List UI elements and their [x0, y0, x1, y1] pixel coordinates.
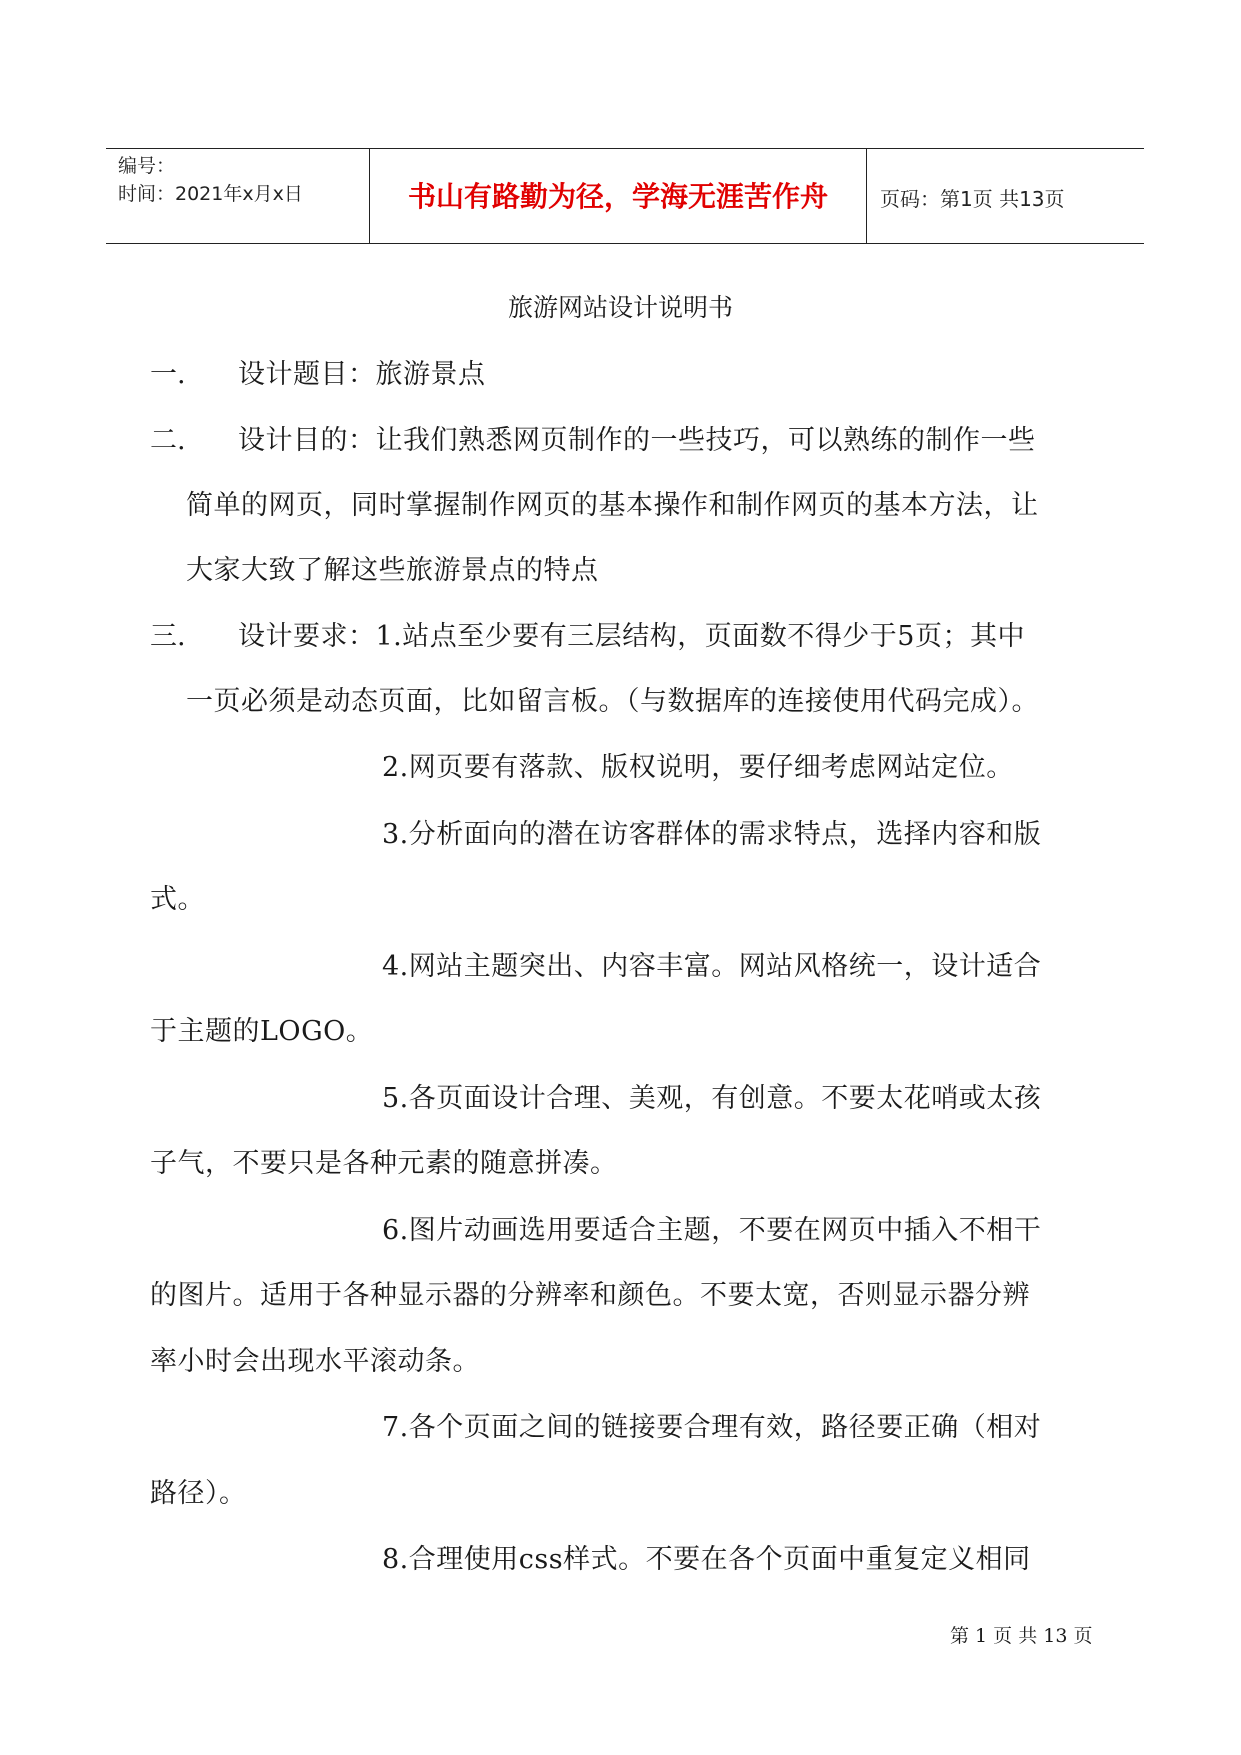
requirement-line: 的图片。适用于各种显示器的分辨率和颜色。不要太宽，否则显示器分辨 — [150, 1280, 1030, 1311]
motto: 书山有路勤为径，学海无涯苦作舟 — [407, 180, 828, 213]
requirement-line: 率小时会出现水平滚动条。 — [150, 1346, 480, 1377]
page-footer: 第 1 页 共 13 页 — [950, 1625, 1093, 1647]
header-page-cell — [868, 149, 1144, 243]
requirement-line: 式。 — [150, 884, 205, 915]
requirement-line: 子气，不要只是各种元素的随意拼凑。 — [150, 1148, 618, 1179]
requirement-line: 5.各页面设计合理、美观，有创意。不要太花哨或太孩 — [382, 1083, 1042, 1114]
requirement-line: 于主题的LOGO。 — [150, 1016, 374, 1047]
requirement-line: 8.合理使用css样式。不要在各个页面中重复定义相同 — [382, 1544, 1031, 1575]
page-header — [106, 148, 1144, 244]
section-line: 设计题目：旅游景点 — [238, 359, 486, 390]
requirement-line: 2.网页要有落款、版权说明，要仔细考虑网站定位。 — [382, 752, 1014, 783]
section-line: 简单的网页，同时掌握制作网页的基本操作和制作网页的基本方法，让 — [186, 490, 1039, 521]
header-page-info: 页码：第1页 共13页 — [880, 187, 1065, 211]
requirement-line: 7.各个页面之间的链接要合理有效，路径要正确（相对 — [382, 1412, 1042, 1443]
document-title: 旅游网站设计说明书 — [507, 293, 733, 322]
header-meta-cell — [106, 149, 370, 243]
section-number: 一. — [150, 359, 186, 390]
section-number: 三. — [150, 621, 186, 652]
requirement-line: 3.分析面向的潜在访客群体的需求特点，选择内容和版 — [382, 819, 1042, 850]
section-line: 一页必须是动态页面，比如留言板。（与数据库的连接使用代码完成）。 — [186, 686, 1039, 717]
serial-label: 编号： — [118, 155, 176, 177]
section-line: 设计目的：让我们熟悉网页制作的一些技巧，可以熟练的制作一些 — [238, 425, 1036, 456]
requirement-line: 4.网站主题突出、内容丰富。网站风格统一，设计适合 — [382, 951, 1042, 982]
section-number: 二. — [150, 425, 186, 456]
header-motto-cell — [370, 149, 867, 243]
section-line: 设计要求：1.站点至少要有三层结构，页面数不得少于5页；其中 — [238, 621, 1025, 652]
time-label: 时间：2021年x月x日 — [118, 183, 303, 205]
section-line: 大家大致了解这些旅游景点的特点 — [186, 555, 599, 586]
requirement-line: 6.图片动画选用要适合主题，不要在网页中插入不相干 — [382, 1215, 1042, 1246]
requirement-line: 路径）。 — [150, 1478, 247, 1509]
